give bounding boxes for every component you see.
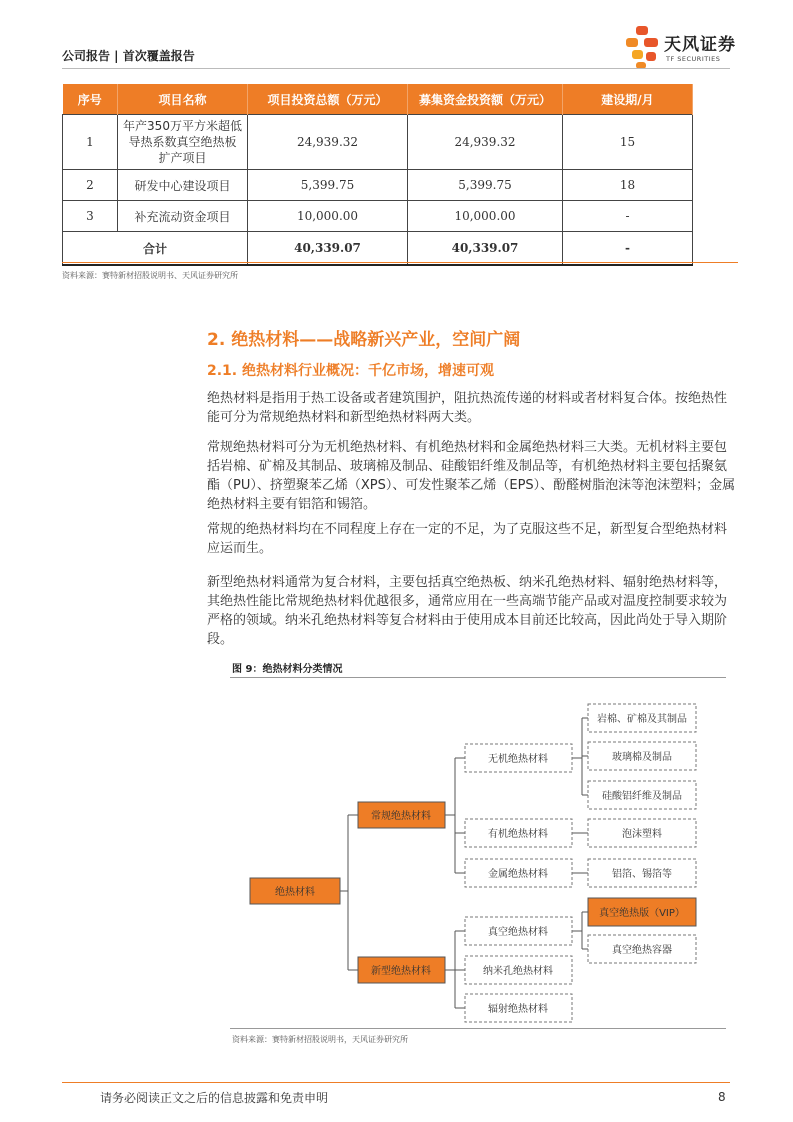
table-row (63, 170, 693, 201)
table-source: 资料来源：赛特新材招股说明书、天风证券研究所 (62, 271, 238, 280)
node-vacuum-container-label: 真空绝热容器 (612, 945, 672, 956)
cell-no: 1 (63, 115, 118, 170)
col-header-raised: 募集资金投资额（万元） (408, 84, 563, 115)
cell-period: - (563, 232, 693, 266)
page-number: 8 (718, 1090, 726, 1104)
cell-raised: 5,399.75 (408, 170, 563, 201)
paragraph: 常规的绝热材料均在不同程度上存在一定的不足，为了克服这些不足，新型复合型绝热材料应运而生。 (207, 522, 728, 556)
logo-name: 天风证券 (664, 35, 736, 55)
col-header-name: 项目名称 (118, 84, 248, 115)
col-header-period: 建设期/月 (563, 84, 693, 115)
cell-name (118, 115, 248, 170)
cell-period: 15 (563, 115, 693, 170)
cell-period: 18 (563, 170, 693, 201)
col-header-total: 项目投资总额（万元） (248, 84, 408, 115)
cell-total: 24,939.32 (248, 115, 408, 170)
node-nanoporous-label: 纳米孔绝热材料 (483, 966, 553, 977)
col-header-no: 序号 (63, 84, 118, 115)
table-total-row (63, 232, 693, 266)
cell-total: 40,339.07 (248, 232, 408, 266)
cell-no: 2 (63, 170, 118, 201)
node-root-label: 绝热材料 (275, 887, 315, 898)
figure-caption: 图 9：绝热材料分类情况 (232, 664, 343, 675)
cell-raised: 10,000.00 (408, 201, 563, 232)
cell-name-line: 扩产项目 (158, 151, 207, 165)
section-heading: 2. 绝热材料——战略新兴产业，空间广阔 (207, 330, 521, 350)
subsection-heading: 2.1. 绝热材料行业概况：千亿市场，增速可观 (207, 363, 494, 379)
figure-source: 资料来源：赛特新材招股说明书，天风证券研究所 (232, 1035, 408, 1044)
classification-tree (230, 690, 726, 1025)
table-row (63, 115, 693, 170)
node-new-type-label: 新型绝热材料 (371, 966, 431, 977)
table-header-row (63, 84, 693, 115)
node-foil-label: 铝箔、锡箔等 (612, 869, 672, 880)
footer-divider (62, 1082, 730, 1083)
cell-name: 研发中心建设项目 (118, 170, 248, 201)
table-row (63, 201, 693, 232)
node-glasswool-label: 玻璃棉及制品 (612, 752, 672, 763)
cell-raised: 24,939.32 (408, 115, 563, 170)
cell-period: - (563, 201, 693, 232)
investment-table (62, 84, 693, 266)
header-divider (62, 68, 730, 69)
node-inorganic-label: 无机绝热材料 (488, 754, 548, 765)
cell-total-label: 合计 (63, 232, 248, 266)
cell-no: 3 (63, 201, 118, 232)
paragraph: 新型绝热材料通常为复合材料，主要包括真空绝热板、纳米孔绝热材料、辐射绝热材料等，其绝热性能比常规绝热材料优越很多，通常应用在一些高端节能产品或对温度控制要求较为严格的领域。纳米孔绝热材料等复合材料由于使用成本目前还比较高，因此尚处于导入期阶段。 (207, 575, 728, 647)
node-rockwool-label: 岩棉、矿棉及其制品 (597, 714, 687, 725)
figure-top-divider (230, 677, 726, 678)
figure-bottom-divider (230, 1028, 726, 1029)
paragraph: 绝热材料是指用于热工设备或者建筑围护，阻抗热流传递的材料或者材料复合体。按绝热性能可分为常规绝热材料和新型绝热材料两大类。 (207, 391, 728, 425)
cell-total: 5,399.75 (248, 170, 408, 201)
cell-name: 补充流动资金项目 (118, 201, 248, 232)
table-source-divider (62, 262, 738, 263)
node-foam-label: 泡沫塑料 (622, 829, 662, 840)
node-organic-label: 有机绝热材料 (488, 829, 548, 840)
paragraph: 常规绝热材料可分为无机绝热材料、有机绝热材料和金属绝热材料三大类。无机材料主要包括岩棉、矿棉及其制品、玻璃棉及制品、硅酸铝纤维及制品等，有机绝热材料主要包括聚氨酯（PU）、挤塑聚苯乙烯（XPS）、可发性聚苯乙烯（EPS）、酚醛树脂泡沫等泡沫塑料；金属绝热材料主要有铝箔和锡箔。 (207, 440, 736, 512)
report-type-label: 公司报告 | 首次覆盖报告 (62, 49, 195, 63)
node-metal-label: 金属绝热材料 (488, 869, 548, 880)
logo-english: TF SECURITIES (666, 55, 721, 63)
cell-name-line: 年产350万平方米超低 (123, 119, 242, 133)
node-vip-label: 真空绝热版（VIP） (599, 908, 685, 919)
node-conventional-label: 常规绝热材料 (371, 811, 431, 822)
footer-disclaimer: 请务必阅读正文之后的信息披露和免责申明 (100, 1091, 329, 1105)
node-vacuum-label: 真空绝热材料 (488, 927, 548, 938)
cell-raised: 40,339.07 (408, 232, 563, 266)
logo-mark-icon (622, 24, 662, 70)
cell-total: 10,000.00 (248, 201, 408, 232)
company-logo (622, 24, 752, 70)
node-radiation-label: 辐射绝热材料 (488, 1004, 548, 1015)
cell-name-line: 导热系数真空绝热板 (128, 135, 237, 149)
node-aluminosilicate-label: 硅酸铝纤维及制品 (602, 791, 682, 802)
